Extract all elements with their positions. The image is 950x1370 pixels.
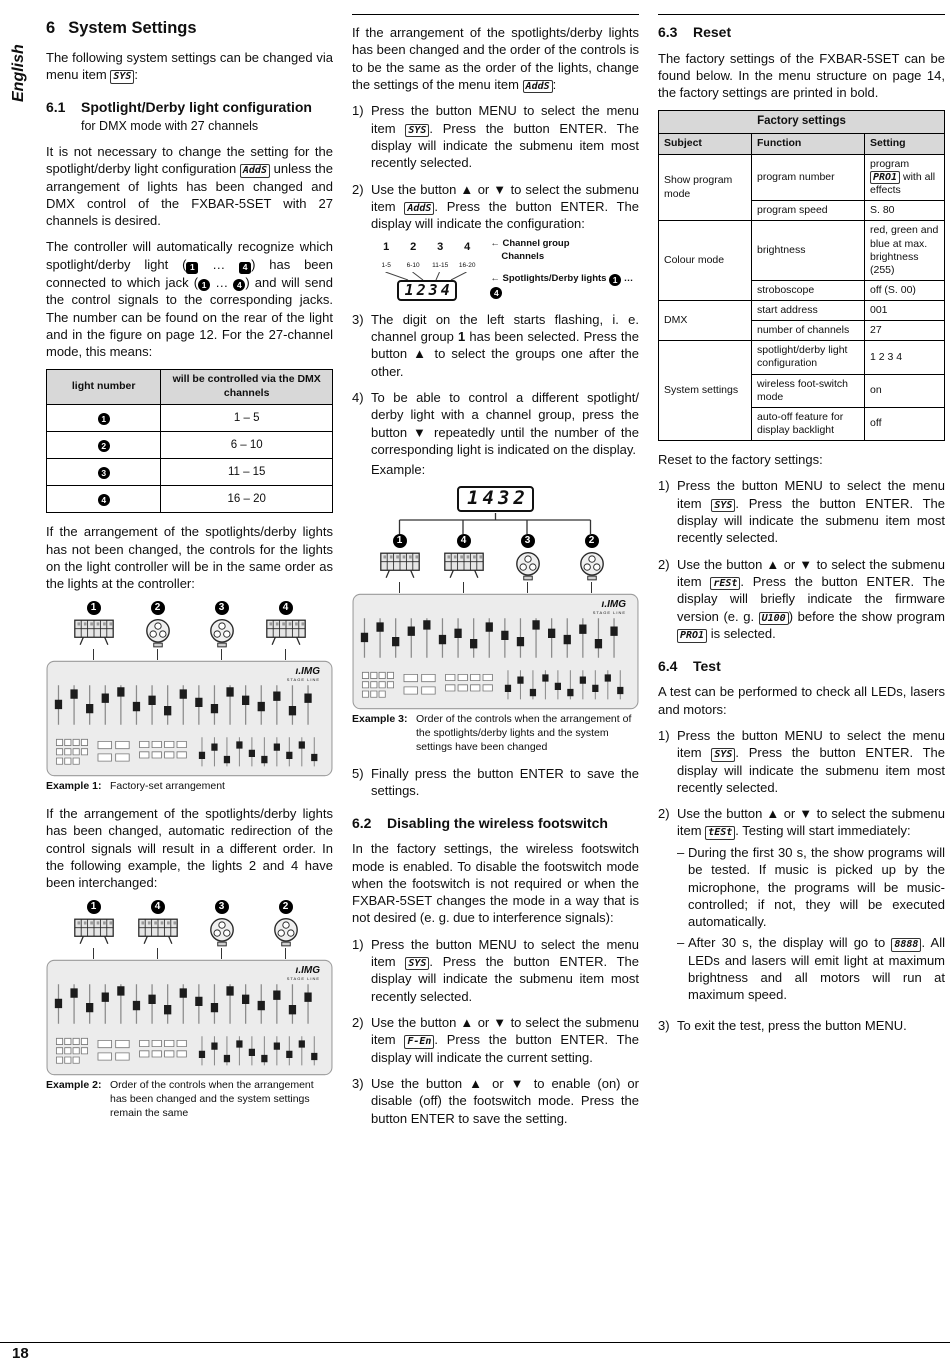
- section-6-2-heading: 6.2 Disabling the wireless footswitch: [352, 814, 608, 831]
- bullet-item: – During the first 30 s, the show programs will be tested. If music is picked up by the microphone, the programs will be music-controlled; if not, they will be executed automatically.: [677, 844, 945, 930]
- table-title: Factory settings: [659, 111, 945, 133]
- label-channel-group: ← Channel group: [490, 237, 570, 249]
- section-number: 6: [46, 19, 56, 37]
- connector-line: [463, 582, 465, 593]
- figure-example-2: [46, 900, 333, 1076]
- section-title: Disabling the wireless footswitch: [387, 814, 608, 831]
- figure-example-3: [352, 486, 639, 710]
- subject-cell: Colour mode: [659, 221, 752, 301]
- connector-lines: [372, 272, 482, 280]
- figure-caption: Example 2: Order of the controls when the arrangement has been changed and the system settings remain the same: [46, 1079, 314, 1119]
- paragraph: A test can be performed to check all LEDs, lasers and motors:: [658, 684, 945, 717]
- light-unit: [130, 900, 185, 959]
- table-row: auto-off feature for display backlight off: [659, 407, 945, 440]
- subject-cell: Show program mode: [659, 154, 752, 221]
- light-number-badge: 4: [457, 534, 471, 548]
- bar-light-icon: [136, 916, 180, 948]
- derby-light-icon: [136, 617, 180, 649]
- connector-line: [93, 948, 95, 959]
- brand-logo: ı.IMG STAGE LINE: [592, 599, 626, 616]
- column-2: [352, 14, 639, 1136]
- light-number-badge: 1: [393, 534, 407, 548]
- paragraph: It is not necessary to change the setting for the spotlight/derby light configuration AddS unless the arrangement of lights has been changed and DMX control of the FXBAR-5SET with 27 channels is desired.: [46, 143, 333, 229]
- seven-segment-display: 1432: [457, 486, 534, 512]
- light-number-badge: 2: [151, 601, 165, 615]
- light-number-badge: 1: [98, 413, 110, 425]
- light-unit: [372, 534, 427, 593]
- column-header: Setting: [865, 133, 945, 154]
- channel-ranges: 1-5 6-10 11-15 16-20: [381, 262, 476, 270]
- connector-line: [221, 649, 223, 660]
- table-row: stroboscope off (S. 00): [659, 280, 945, 300]
- light-number-badge: 2: [279, 900, 293, 914]
- brand-logo: ı.IMG STAGE LINE: [286, 965, 320, 982]
- table-row: number of channels 27: [659, 321, 945, 341]
- bar-light-icon: [378, 550, 422, 582]
- paragraph: Reset to the factory settings:: [658, 452, 823, 468]
- section-6-heading: [46, 18, 333, 40]
- column-header: will be controlled via the DMX channels: [161, 370, 333, 405]
- table-row: System settings spotlight/derby light configuration 1 2 3 4: [659, 341, 945, 374]
- light-unit: [66, 601, 121, 660]
- seven-segment-display: 1234: [397, 280, 457, 301]
- channel-group-numbers: 1 2 3 4: [383, 240, 471, 253]
- step-item: 3) To exit the test, press the button MENU.: [658, 1017, 907, 1033]
- bullet-item: – After 30 s, the display will go to 8888 . All LEDs and lasers will emit light at maximum brightness and all motors will run at maximum speed.: [677, 935, 945, 1003]
- step-item: 2) Use the button ▲ or ▼ to select the submenu item rESt . Press the button ENTER. The display will briefly indicate the firmware version (e. g. U100 ) before the show program PRO1 is selected.: [658, 556, 946, 642]
- figure-caption: Example 3: Order of the controls when the arrangement of the spotlights/derby lights and the system settings have been changed: [352, 713, 632, 753]
- table-row: DMX start address 001: [659, 301, 945, 321]
- controller-panel: [46, 660, 333, 777]
- light-unit: [194, 900, 249, 959]
- figure-example-1: [46, 601, 333, 777]
- step-item: 2) Use the button ▲ or ▼ to select the submenu item tESt . Testing will start immediately: – During the first 30 s, the show programs will be tested. If music is picked up by the microphone, the programs will be music-controlled; if not, they will be executed automatically. – After 30 s, the display will go to 8888 . All LEDs and lasers will emit light at maximum brightness and all motors will run at maximum speed.: [658, 806, 945, 1003]
- table-row: [47, 432, 333, 459]
- light-row: [46, 900, 333, 959]
- section-subtitle: for DMX mode with 27 channels: [81, 119, 259, 134]
- paragraph: If the arrangement of the spotlights/derby lights has been changed, automatic redirection of the control signals will result in a different order. In the following example, the lights 2 and 4 have been interchanged:: [46, 806, 333, 891]
- light-number-badge: 3: [215, 601, 229, 615]
- connector-line: [157, 649, 159, 660]
- brand-logo: ı.IMG STAGE LINE: [286, 666, 320, 683]
- factory-settings-table: [658, 110, 945, 441]
- step-item: 1) Press the button MENU to select the menu item SYS . Press the button ENTER. The display will indicate the submenu item most recently selected.: [658, 727, 946, 795]
- table-row: Show program mode program number program PRO1 with all effects: [659, 154, 945, 201]
- light-number-badge: 4: [279, 601, 293, 615]
- page-number: 18: [12, 1345, 29, 1363]
- controller-panel: [46, 959, 333, 1076]
- section-6-4-heading: 6.4 Test: [658, 657, 721, 674]
- light-unit: [564, 534, 619, 593]
- light-number-badge: 3: [98, 467, 110, 479]
- step-item: 2) Use the button ▲ or ▼ to select the submenu item AddS . Press the button ENTER. The display will indicate the configuration:: [352, 181, 640, 232]
- section-6-3-heading: 6.3 Reset: [658, 24, 732, 40]
- column-rule: [658, 14, 945, 15]
- derby-light-icon: [264, 916, 308, 948]
- step-item: 4) To be able to control a different spotlight/ derby light with a channel group, press the button ▼ repeatedly until the number of the corresponding light is indicated on the display. Example:: [352, 390, 639, 478]
- connector-line: [399, 582, 401, 593]
- column-header: light number: [47, 370, 161, 405]
- connector-line: [221, 948, 223, 959]
- derby-light-icon: [200, 916, 244, 948]
- channel-config-figure: [371, 237, 639, 301]
- column-3: [658, 14, 945, 1043]
- section-number: 6.1: [46, 98, 66, 115]
- section-title: System Settings: [68, 19, 197, 37]
- channel-range: 6 – 10: [161, 432, 333, 459]
- subject-cell: DMX: [659, 301, 752, 341]
- section-title: Test: [693, 657, 721, 674]
- footer-rule: [0, 1342, 950, 1343]
- table-header-row: [47, 370, 333, 405]
- light-unit: [500, 534, 555, 593]
- label-channels: Channels: [501, 250, 545, 262]
- section-6-1-heading: [46, 99, 333, 135]
- connector-line: [285, 948, 287, 959]
- bar-light-icon: [72, 617, 116, 649]
- section-title-block: [81, 99, 312, 135]
- subject-cell: System settings: [659, 341, 752, 441]
- column-1: [46, 18, 333, 1131]
- language-sidebar-label: English: [10, 44, 27, 102]
- light-number-badge: 3: [521, 534, 535, 548]
- paragraph: The factory settings of the FXBAR-5SET can be found below. In the menu structure on page 14, the factory settings are printed in bold.: [658, 50, 945, 101]
- light-unit: [436, 534, 491, 593]
- light-row: [352, 534, 639, 593]
- connector-lines: [352, 512, 639, 534]
- step-item: 3) Use the button ▲ or ▼ to enable (on) or disable (off) the footswitch mode. Press the button ENTER to save the setting.: [352, 1076, 639, 1126]
- light-number-badge: 4: [151, 900, 165, 914]
- connector-line: [527, 582, 529, 593]
- light-number-badge: 1: [87, 900, 101, 914]
- table-row: program speed S. 80: [659, 201, 945, 221]
- dmx-channel-table: [46, 369, 333, 513]
- table-row: Colour mode brightness red, green and blue at max. brightness (255): [659, 221, 945, 281]
- figure-caption: Example 1: Factory-set arrangement: [46, 780, 225, 793]
- light-row: [46, 601, 333, 660]
- paragraph: If the arrangement of the spotlights/derby lights has been changed and the order of the controls is to be the same as the order of the lights, change the settings of the menu item AddS :: [352, 25, 639, 92]
- section-title: Spotlight/Derby light configuration: [81, 98, 312, 115]
- light-number-badge: 1: [87, 601, 101, 615]
- channel-range: 11 – 15: [161, 459, 333, 486]
- paragraph: The controller will automatically recognize which spotlight/derby light ( 1 … 4 ) has been connected to which jack ( 1 … 4 ) and will send the control signals to the corresponding jacks. The number can be found on the rear of the light and in the figure on page 12. For the 27-channel mode, this means:: [46, 239, 334, 360]
- section-title: Reset: [693, 24, 732, 40]
- label-spotlights: ← Spotlights/Derby lights 1 … 4: [490, 273, 634, 298]
- paragraph: If the arrangement of the spotlights/derby lights has not been changed, the controls for the lights on the light controller will be in the same order as the lights at the controller:: [46, 524, 333, 592]
- derby-light-icon: [570, 550, 614, 582]
- connector-line: [591, 582, 593, 593]
- step-item: 1) Press the button MENU to select the menu item SYS . Press the button ENTER. The display will indicate the submenu item most recently selected.: [658, 478, 946, 546]
- step-item: 2) Use the button ▲ or ▼ to select the submenu item F-En . Press the button ENTER. The display will indicate the current setting.: [352, 1015, 640, 1065]
- derby-light-icon: [200, 617, 244, 649]
- light-number-badge: 2: [98, 440, 110, 452]
- light-number-badge: 4: [98, 494, 110, 506]
- paragraph: In the factory settings, the wireless footswitch mode is enabled. To disable the footswitch mode when the footswitch is not required or when the FXBAR-5SET changes the mode in a way that is not desired (e. g. due to interference signals):: [352, 841, 639, 926]
- derby-light-icon: [506, 550, 550, 582]
- column-header: Subject: [659, 133, 752, 154]
- light-number-badge: 2: [585, 534, 599, 548]
- table-row: wireless foot-switch mode on: [659, 374, 945, 407]
- light-unit: [66, 900, 121, 959]
- light-unit: [258, 900, 313, 959]
- step-item: 3) The digit on the left starts flashing, i. e. channel group 1 has been selected. Press the button ▲ to select the groups one after the other.: [352, 311, 640, 379]
- bar-light-icon: [442, 550, 486, 582]
- controller-panel: [352, 593, 639, 710]
- column-rule: [352, 14, 639, 15]
- light-unit: [258, 601, 313, 660]
- light-number-badge: 3: [215, 900, 229, 914]
- table-row: [47, 486, 333, 513]
- table-row: [47, 405, 333, 432]
- step-item: 5) Finally press the button ENTER to save the settings.: [352, 766, 639, 799]
- channel-range: 16 – 20: [161, 486, 333, 513]
- channel-range: 1 – 5: [161, 405, 333, 432]
- connector-line: [157, 948, 159, 959]
- light-unit: [130, 601, 185, 660]
- table-header-row: [659, 133, 945, 154]
- bar-light-icon: [72, 916, 116, 948]
- example-label: Example:: [371, 462, 426, 478]
- column-header: Function: [752, 133, 865, 154]
- connector-line: [285, 649, 287, 660]
- step-item: 1) Press the button MENU to select the menu item SYS . Press the button ENTER. The display will indicate the submenu item most recently selected.: [352, 103, 640, 171]
- light-unit: [194, 601, 249, 660]
- paragraph: The following system settings can be changed via menu item SYS :: [46, 49, 333, 83]
- step-item: 1) Press the button MENU to select the menu item SYS . Press the button ENTER. The display will indicate the submenu item most recently selected.: [352, 936, 640, 1004]
- table-row: [47, 459, 333, 486]
- connector-line: [93, 649, 95, 660]
- bar-light-icon: [264, 617, 308, 649]
